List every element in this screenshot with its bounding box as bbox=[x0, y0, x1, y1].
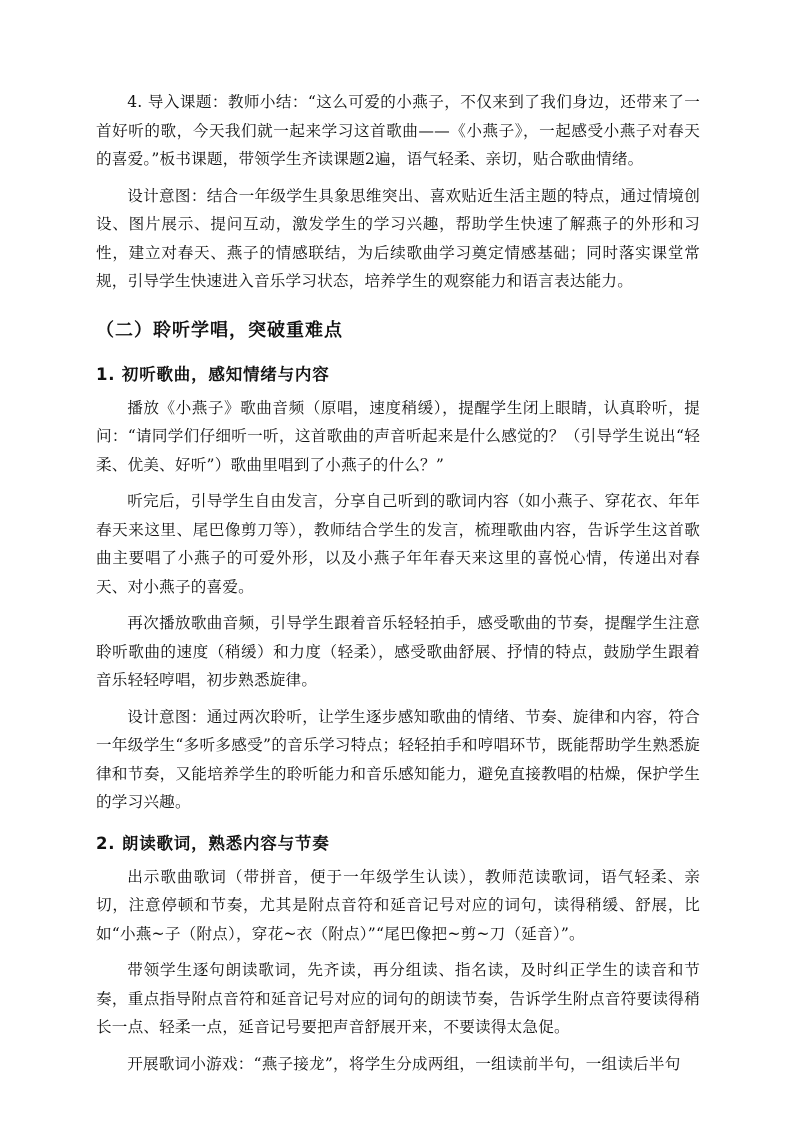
subsection-heading-read-lyrics: 2. 朗读歌词，熟悉内容与节奏 bbox=[96, 833, 330, 853]
paragraph-design-intent: 设计意图：结合一年级学生具象思维突出、喜欢贴近生活主题的特点，通过情境创设、图片展示、提问互动，激发学生的学习兴趣，帮助学生快速了解燕子的外形和习性，建立对春天、燕子的情感联结，为后续歌曲学习奠定情感基础；同时落实课堂常规，引导学生快速进入音乐学习状态，培养学生的观察能力和语言表达能力。 bbox=[96, 186, 700, 290]
paragraph-lyrics-game: 开展歌词小游戏：“燕子接龙”，将学生分成两组，一组读前半句，一组读后半句 bbox=[127, 1054, 681, 1073]
paragraph-play-song: 播放《小燕子》歌曲音频（原唱，速度稍缓），提醒学生闭上眼睛，认真聆听，提问：“请同学们仔细听一听，这首歌曲的声音听起来是什么感觉的？（引导学生说出“轻柔、优美、好听”）歌曲里唱到了小燕子的什么？” bbox=[96, 398, 700, 474]
paragraph-show-lyrics: 出示歌曲歌词（带拼音，便于一年级学生认读），教师范读歌词，语气轻柔、亲切，注意停顿和节奏，尤其是附点音符和延音记号对应的词句，读得稍缓、舒展，比如“小燕~子（附点），穿花~衣（附点）”“尾巴像把~剪~刀（延音）”。 bbox=[96, 867, 700, 943]
paragraph-lead-reading: 带领学生逐句朗读歌词，先齐读，再分组读、指名读，及时纠正学生的读音和节奏，重点指导附点音符和延音记号对应的词句的朗读节奏，告诉学生附点音符要读得稍长一点、轻柔一点，延音记号要把声音舒展开来，不要读得太急促。 bbox=[96, 961, 700, 1036]
page-content bbox=[96, 88, 700, 1086]
section-heading: （二）聆听学唱，突破重难点 bbox=[96, 319, 343, 341]
paragraph-listening-intent: 设计意图：通过两次聆听，让学生逐步感知歌曲的情绪、节奏、旋律和内容，符合一年级学生“多听多感受”的音乐学习特点；轻轻拍手和哼唱环节，既能帮助学生熟悉旋律和节奏，又能培养学生的聆听能力和音乐感知能力，避免直接教唱的枯燥，保护学生的学习兴趣。 bbox=[96, 707, 700, 811]
paragraph-intro-topic: 4. 导入课题：教师小结：“这么可爱的小燕子，不仅来到了我们身边，还带来了一首好听的歌，今天我们就一起来学习这首歌曲——《小燕子》，一起感受小燕子对春天的喜爱。”板书课题，带领学生齐读课题2遍，语气轻柔、亲切，贴合歌曲情绪。 bbox=[96, 93, 700, 168]
subsection-heading-first-listen: 1. 初听歌曲，感知情绪与内容 bbox=[96, 364, 330, 384]
paragraph-play-again: 再次播放歌曲音频，引导学生跟着音乐轻轻拍手，感受歌曲的节奏，提醒学生注意聆听歌曲的速度（稍缓）和力度（轻柔），感受歌曲舒展、抒情的特点，鼓励学生跟着音乐轻轻哼唱，初步熟悉旋律。 bbox=[96, 614, 700, 689]
paragraph-after-listening: 听完后，引导学生自由发言，分享自己听到的歌词内容（如小燕子、穿花衣、年年春天来这里、尾巴像剪刀等），教师结合学生的发言，梳理歌曲内容，告诉学生这首歌曲主要唱了小燕子的可爱外形，以及小燕子年年春天来这里的喜悦心情，传递出对春天、对小燕子的喜爱。 bbox=[96, 492, 700, 596]
